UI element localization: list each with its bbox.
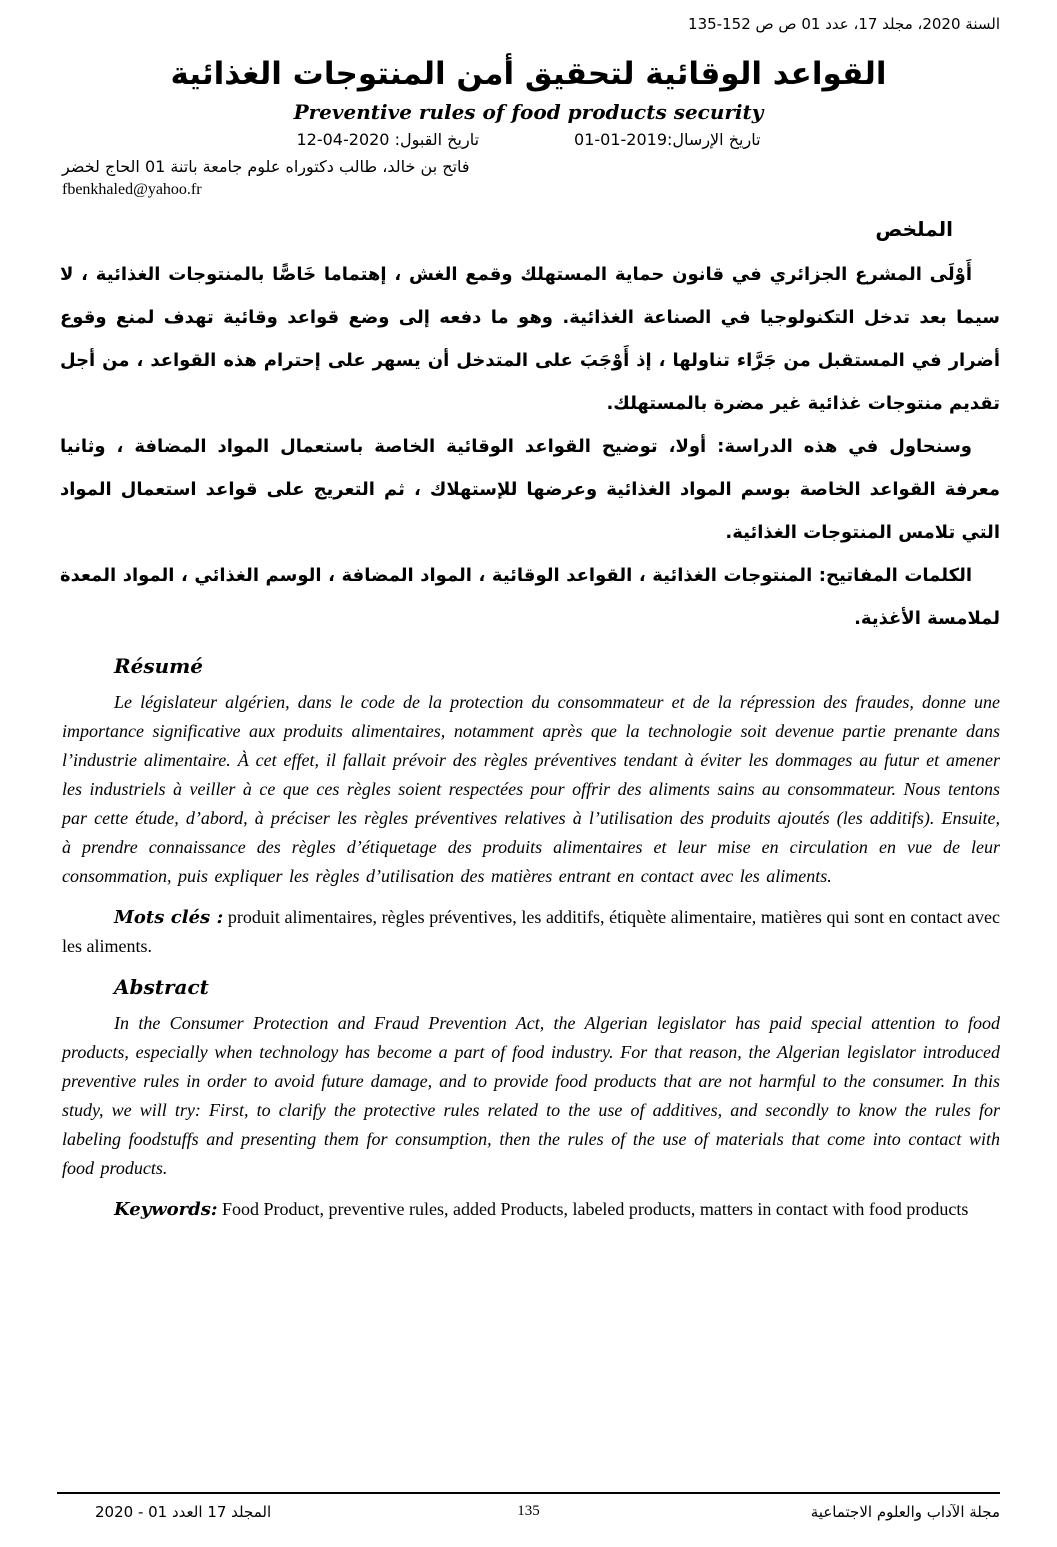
- keywords-english-label: Keywords:: [114, 1199, 218, 1221]
- keywords-arabic-text: المنتوجات الغذائية ، القواعد الوقائية ، المواد المضافة ، الوسم الغذائي ، المواد المعدة لملامسة الأغذية.: [60, 565, 1000, 630]
- abstract-ar-paragraph-2: وسنحاول في هذه الدراسة: أولا، توضيح القواعد الوقائية الخاصة باستعمال المواد المضافة ، وثانيا معرفة القواعد الخاصة بوسم المواد الغذائية وعرضها للإستهلاك ، ثم التعريج على قواعد استعمال المواد التي تلامس المنتوجات الغذائية.: [60, 436, 1000, 544]
- abstract-en-heading: Abstract: [114, 975, 209, 1000]
- resume-heading: Résumé: [114, 654, 204, 679]
- resume-french-section: [0, 654, 1057, 961]
- abstract-arabic-section: [0, 217, 1057, 640]
- abstract-en-body: In the Consumer Protection and Fraud Prevention Act, the Algerian legislator has paid special attention to food products, especially when technology has become a part of food industry. For that reason, the Algerian legislator introduced preventive rules in order to avoid future damage, and to provide food products that are not harmful to the consumer. In this study, we will try: First, to clarify the protective rules related to the use of additives, and secondly to know the rules for labeling foodstuffs and presenting them for consumption, then the rules of the use of materials that come into contact with food products.: [62, 1013, 1000, 1179]
- keywords-english-text: Food Product, preventive rules, added Products, labeled products, matters in contact with food products: [217, 1199, 969, 1220]
- author-affiliation: فاتح بن خالد، طالب دكتوراه علوم جامعة باتنة 01 الحاج لخضر: [62, 157, 470, 177]
- abstract-ar-heading: الملخص: [875, 217, 953, 242]
- footer-volume-issue: المجلد 17 العدد 01 - 2020: [95, 1503, 272, 1521]
- article-title-arabic: القواعد الوقائية لتحقيق أمن المنتوجات الغذائية: [170, 56, 887, 92]
- abstract-ar-paragraph-1: أَوْلَى المشرع الجزائري في قانون حماية المستهلك وقمع الغش ، إهتماما خَاصًّا بالمنتوجات الغذائية ، لا سيما بعد تدخل التكنولوجيا في الصناعة الغذائية. وهو ما دفعه إلى وضع قواعد وقائية تهدف لمنع وقوع أضرار في المستقبل من جَرَّاء تناولها ، إذ أَوْجَبَ على المتدخل أن يسهر على إحترام هذه القواعد ، من أجل تقديم منتوجات غذائية غير مضرة بالمستهلك.: [60, 264, 1000, 415]
- author-email: fbenkhaled@yahoo.fr: [62, 181, 202, 199]
- article-title-english: Preventive rules of food products security: [293, 100, 764, 125]
- date-accepted: تاريخ القبول: 2020-04-12: [296, 130, 480, 150]
- mots-cles-label: Mots clés :: [114, 907, 224, 929]
- keywords-arabic-label: الكلمات المفاتيح:: [818, 565, 972, 587]
- keywords-english: [62, 1195, 1000, 1224]
- footer: [57, 1492, 1000, 1521]
- mots-cles-text: produit alimentaires, règles préventives, les additifs, étiquète alimentaire, matières qui sont en contact avec les aliments.: [62, 907, 1000, 957]
- dates-row: [0, 130, 1057, 149]
- footer-row: [57, 1503, 1000, 1521]
- keywords-arabic: [60, 554, 1000, 640]
- footer-journal-name: مجلة الآداب والعلوم الاجتماعية: [810, 1503, 1000, 1521]
- masthead-issue-info: السنة 2020، مجلد 17، عدد 01 ص ص 152-135: [688, 15, 1000, 33]
- abstract-english-section: [0, 975, 1057, 1224]
- date-received: تاريخ الإرسال:2019-01-01: [574, 130, 761, 150]
- footer-page-number: 135: [517, 1503, 540, 1519]
- resume-body: Le législateur algérien, dans le code de la protection du consommateur et de la répression des fraudes, donne une importance significative aux produits alimentaires, notamment après que la technologie soit devenue partie prenante dans l’industrie alimentaire. À cet effet, il fallait prévoir des règles préventives tendant à éviter les dommages au futur et amener les industriels à veiller à ce que ces règles soient respectées pour offrir des aliments sains au consommateur. Nous tentons par cette étude, d’abord, à préciser les règles préventives relatives à l’utilisation des produits ajoutés (les additifs). Ensuite, à prendre connaissance des règles d’étiquetage des produits alimentaires et leur mise en circulation en vue de leur consommation, puis expliquer les règles d’utilisation des matières entrant en contact avec les aliments.: [62, 692, 1000, 887]
- mots-cles: [62, 903, 1000, 961]
